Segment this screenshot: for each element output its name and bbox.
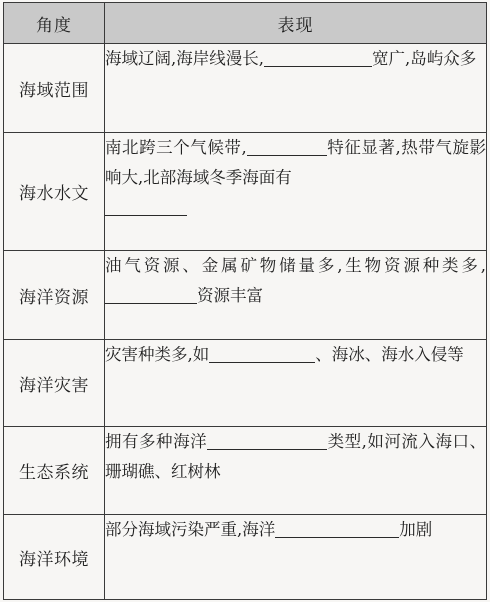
answer-blank[interactable]	[247, 135, 327, 156]
description-cell	[105, 340, 487, 427]
aspect-cell: 海水水文	[4, 133, 105, 251]
description-text: 加剧	[399, 520, 433, 539]
answer-blank[interactable]	[207, 429, 327, 450]
description-cell	[105, 515, 487, 600]
marine-geography-table	[3, 2, 487, 600]
description-text: 部分海域污染严重,海洋	[105, 520, 276, 539]
answer-blank[interactable]	[105, 283, 197, 304]
table-row	[4, 515, 487, 600]
description-text: 海域辽阔,海岸线漫长,	[105, 49, 264, 68]
table-row	[4, 427, 487, 515]
description-cell	[105, 427, 487, 515]
description-text: 拥有多种海洋	[105, 432, 208, 451]
aspect-cell: 海洋资源	[4, 251, 105, 340]
aspect-cell: 海洋灾害	[4, 340, 105, 427]
answer-blank[interactable]	[275, 517, 399, 538]
aspect-cell: 海洋环境	[4, 515, 105, 600]
description-text: 类型,如河流入海口、珊瑚礁、红树林	[105, 432, 486, 481]
description-text: 、海冰、海水入侵等	[315, 345, 464, 364]
header-aspect: 角度	[4, 3, 105, 44]
answer-blank[interactable]	[105, 195, 187, 216]
description-text: 宽广,岛屿众多	[372, 49, 477, 68]
description-text: 南北跨三个气候带,	[105, 138, 247, 157]
table-row	[4, 340, 487, 427]
answer-blank[interactable]	[209, 342, 315, 363]
description-cell	[105, 251, 487, 340]
description-text: 特征显著,热带气旋影响大,北部海域冬季海面有	[105, 138, 487, 187]
table-row	[4, 133, 487, 251]
description-cell	[105, 44, 487, 133]
description-text: 油气资源、金属矿物储量多,生物资源种类多,	[105, 256, 486, 275]
header-description: 表现	[105, 3, 487, 44]
description-text: 灾害种类多,如	[105, 345, 210, 364]
table-header-row	[4, 3, 487, 44]
table-row	[4, 44, 487, 133]
description-text: 资源丰富	[197, 286, 263, 305]
table-row	[4, 251, 487, 340]
answer-blank[interactable]	[264, 46, 372, 67]
aspect-cell: 海域范围	[4, 44, 105, 133]
aspect-cell: 生态系统	[4, 427, 105, 515]
description-cell	[105, 133, 487, 251]
